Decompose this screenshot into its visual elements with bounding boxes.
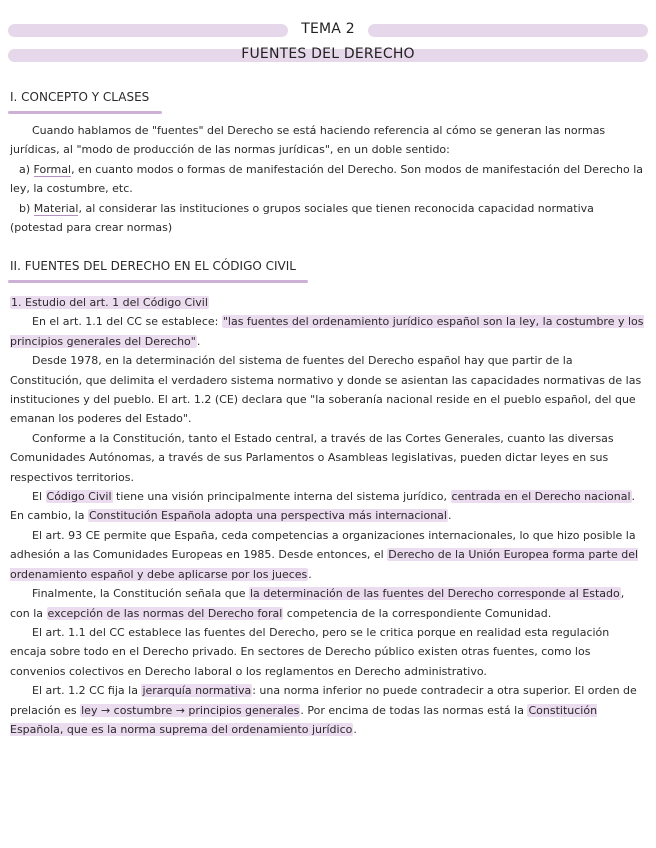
highlight: Derecho de la Unión Europea forma parte del ordenamiento español y debe aplicarse por los jueces [10,548,639,581]
list-item-formal: a) Formal, en cuanto modos o formas de manifestación del Derecho. Son modos de manifestación del Derecho la ley, la costumbre, etc. [10,162,644,196]
section-heading-fuentes-cc: II. FUENTES DEL DERECHO EN EL CÓDIGO CIVIL [10,259,296,273]
paragraph: Finalmente, la Constitución señala que la determinación de las fuentes del Derecho corresponde al Estado, con la excepción de las normas del Derecho foral competencia de la correspondiente Comunidad. [10,587,625,620]
highlight: jerarquía normativa [142,684,252,698]
paragraph: Cuando hablamos de "fuentes" del Derecho se está haciendo referencia al cómo se generan las normas jurídicas, al "modo de producción de las normas jurídicas", en un doble sentido: [10,124,606,157]
section-fuentes-cc-body [10,293,646,739]
highlight: excepción de las normas del Derecho foral [47,606,283,620]
paragraph: El Código Civil tiene una visión principalmente interna del sistema jurídico, centrada en el Derecho nacional. En cambio, la Constitución Española adopta una perspectiva más internacional. [10,490,636,523]
highlight: la determinación de las fuentes del Derecho corresponde al Estado [249,587,620,601]
list-item-material: b) Material, al considerar las instituciones o grupos sociales que tienen reconocida capacidad normativa (potestad para crear normas) [10,201,594,235]
section-heading-underline [8,280,308,283]
section-heading-concepto: I. CONCEPTO Y CLASES [10,90,150,104]
term-material: Material [33,201,79,215]
section-heading-underline [8,111,162,114]
highlight: centrada en el Derecho nacional [451,490,631,504]
highlight: Constitución Española adopta una perspectiva más internacional [88,509,447,523]
paragraph: El art. 93 CE permite que España, ceda competencias a organizaciones internacionales, lo que hizo posible la adhesión a las Comunidades Europeas en 1985. Desde entonces, el Derecho de la Unión Europea forma parte del ordenamiento español y debe aplicarse por los jueces. [10,528,639,581]
term-formal: Formal [33,162,72,176]
highlight: Constitución Española, que es la norma suprema del ordenamiento jurídico [10,703,598,736]
highlight: "las fuentes del ordenamiento jurídico español son la ley, la costumbre y los principios generales del Derecho" [10,315,644,348]
document-title: TEMA 2 [301,21,355,37]
highlight: Código Civil [46,490,112,504]
document-subtitle: FUENTES DEL DERECHO [241,46,415,62]
title-row [0,20,656,42]
paragraph: En el art. 1.1 del CC se establece: "las fuentes del ordenamiento jurídico español son la ley, la costumbre y los principios generales del Derecho". [10,315,644,348]
subtitle-row [0,45,656,67]
paragraph: El art. 1.2 CC fija la jerarquía normativa: una norma inferior no puede contradecir a otra superior. El orden de prelación es ley → costumbre → principios generales. Por encima de todas las normas está la Constitución Española, que es la norma suprema del ordenamiento jurídico. [10,684,637,736]
paragraph: Desde 1978, en la determinación del sistema de fuentes del Derecho español hay que partir de la Constitución, que delimita el verdadero sistema normativo y donde se asientan las capacidades normativas de las instituciones y del pueblo. El art. 1.2 (CE) declara que "la soberanía nacional reside en el pueblo español, del que emanan los poderes del Estado". [10,354,642,426]
paragraph: Conforme a la Constitución, tanto el Estado central, a través de las Cortes Generales, cuanto las diversas Comunidades Autónomas, a través de sus Parlamentos o Asambleas legislativas, pueden dictar leyes en sus respectivos territorios. [10,431,614,484]
section-concepto-body [10,121,646,237]
highlight: ley → costumbre → principios generales [81,703,300,717]
subheading-estudio-art1: 1. Estudio del art. 1 del Código Civil [11,296,208,309]
paragraph: El art. 1.1 del CC establece las fuentes del Derecho, pero se le critica porque en realidad esta regulación encaja sobre todo en el Derecho privado. En sectores de Derecho público existen otras fuentes, como los convenios colectivos en Derecho laboral o los reglamentos en Derecho administrativo. [10,625,610,678]
